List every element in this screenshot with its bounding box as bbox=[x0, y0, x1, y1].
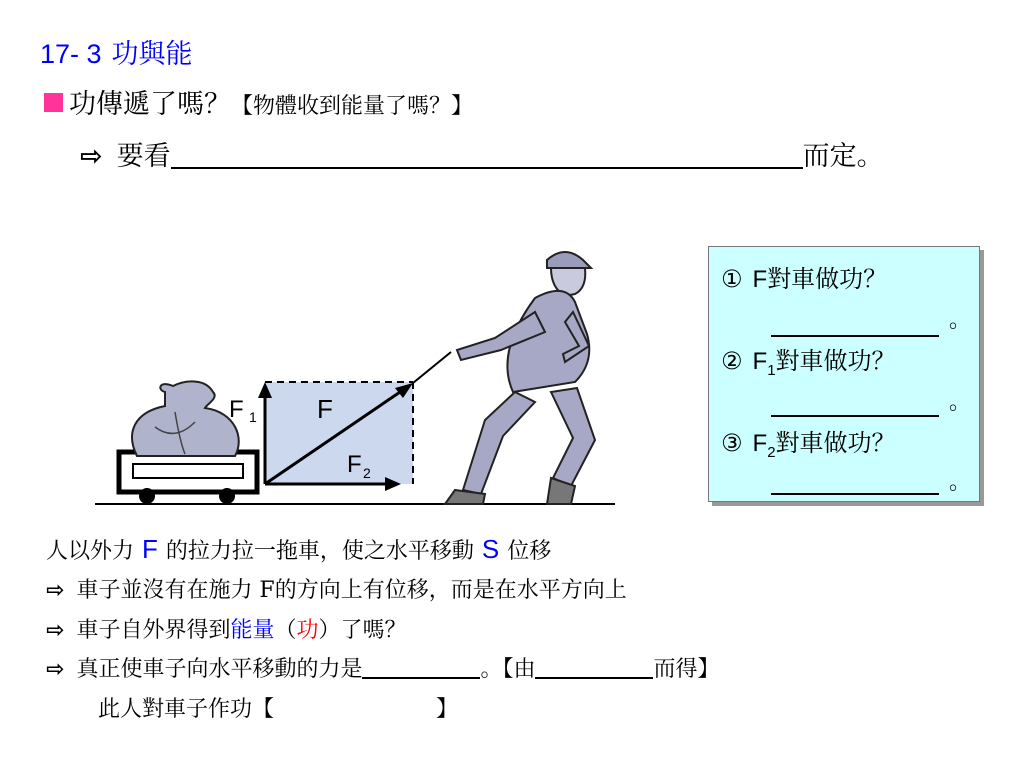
force-symbol-f: F bbox=[142, 534, 158, 564]
label-f1: F bbox=[229, 396, 244, 423]
answer-blank bbox=[771, 415, 939, 417]
question-text: 對車做功？ bbox=[775, 347, 896, 375]
label-f2: F bbox=[347, 451, 362, 478]
depend-suffix: 而定。 bbox=[802, 141, 884, 172]
body-line-1 bbox=[46, 534, 551, 565]
body-text: 真正使車子向水平移動的力是 bbox=[76, 657, 363, 682]
answer-blank bbox=[771, 493, 939, 495]
question-box bbox=[708, 246, 980, 502]
body-line-5 bbox=[98, 692, 458, 723]
energy-term: 能量 bbox=[230, 618, 275, 643]
rope bbox=[413, 352, 451, 383]
right-arrow-icon: ⇨ bbox=[46, 657, 65, 682]
force-subscript: 1 bbox=[767, 361, 776, 379]
body-line-3 bbox=[46, 613, 407, 644]
label-f: F bbox=[317, 394, 333, 424]
label-f1-sub: 1 bbox=[249, 409, 257, 425]
circled-number-2: ② bbox=[721, 347, 743, 375]
pink-square-bullet-icon bbox=[44, 93, 63, 112]
question-text: 對車做功？ bbox=[767, 265, 888, 293]
man-figure bbox=[445, 252, 595, 504]
force-label: F bbox=[752, 430, 768, 457]
page-title bbox=[40, 32, 193, 71]
pulling-cart-illustration bbox=[95, 242, 615, 514]
force-label: F bbox=[752, 348, 768, 375]
circled-number-3: ③ bbox=[721, 429, 743, 457]
answer-blank bbox=[771, 335, 939, 337]
question-text: 功傳遞了嗎？ bbox=[69, 89, 231, 120]
answer-blank bbox=[362, 655, 480, 679]
depend-prefix: 要看 bbox=[116, 141, 171, 172]
displacement-symbol-s: S bbox=[481, 534, 500, 564]
question-item-1 bbox=[721, 259, 887, 294]
right-arrow-icon: ⇨ bbox=[80, 141, 103, 172]
force-label: F bbox=[752, 266, 768, 293]
body-text: 此人對車子作功【 bbox=[98, 697, 275, 722]
body-text: 】 bbox=[436, 697, 459, 722]
body-text: 。【由 bbox=[480, 657, 536, 682]
depend-line bbox=[80, 134, 884, 173]
work-term: 功 bbox=[296, 618, 319, 643]
right-arrow-icon: ⇨ bbox=[46, 618, 65, 643]
circled-number-1: ① bbox=[721, 265, 743, 293]
question-subtext: 【物體收到能量了嗎？】 bbox=[231, 94, 474, 119]
question-item-3 bbox=[721, 423, 896, 461]
main-question bbox=[44, 82, 473, 121]
body-text: 而得】 bbox=[653, 657, 720, 682]
body-text: ）了嗎？ bbox=[318, 618, 407, 643]
body-text: 人以外力 bbox=[46, 539, 135, 564]
answer-period: 。 bbox=[949, 470, 972, 495]
body-line-4 bbox=[46, 652, 719, 683]
label-f2-sub: 2 bbox=[363, 465, 371, 481]
right-arrow-icon: ⇨ bbox=[46, 578, 65, 603]
answer-blank bbox=[171, 137, 803, 169]
answer-blank bbox=[535, 655, 653, 679]
body-line-2 bbox=[46, 573, 627, 604]
section-number: 17- 3 bbox=[40, 39, 102, 69]
body-text: 的拉力拉一拖車，使之水平移動 bbox=[165, 539, 474, 564]
force-subscript: 2 bbox=[767, 443, 776, 461]
body-text: （ bbox=[274, 618, 297, 643]
body-text: 位移 bbox=[507, 539, 552, 564]
body-text: 車子自外界得到 bbox=[76, 618, 231, 643]
answer-period: 。 bbox=[949, 308, 972, 333]
question-text: 對車做功？ bbox=[775, 429, 896, 457]
question-item-2 bbox=[721, 341, 896, 379]
body-text: 車子並沒有在施力 F的方向上有位移，而是在水平方向上 bbox=[76, 578, 627, 603]
answer-period: 。 bbox=[949, 390, 972, 415]
section-title: 功與能 bbox=[111, 39, 193, 70]
